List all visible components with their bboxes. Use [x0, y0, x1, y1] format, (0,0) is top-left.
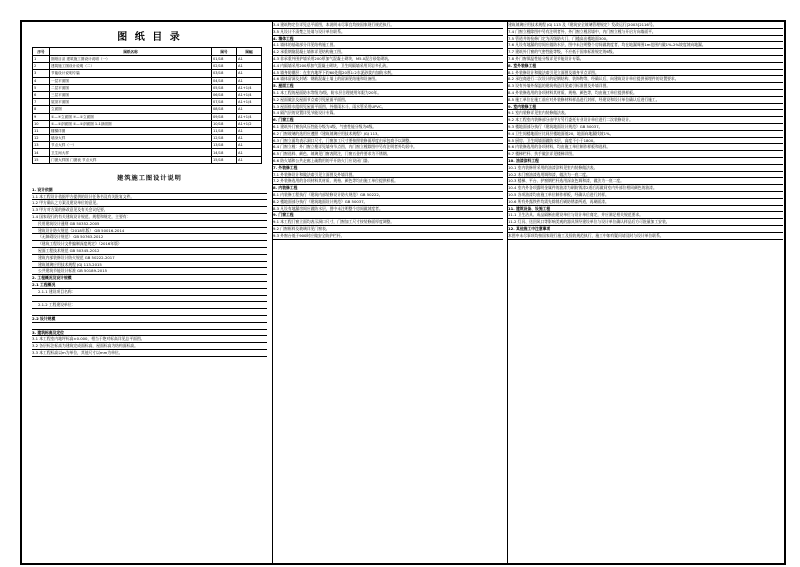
note-line: 8.1 外装修设计和做法索引见立面图及墙身节点详图。	[508, 70, 783, 77]
drawing-index-row	[33, 63, 262, 70]
index-sheet: 07/18	[212, 99, 237, 106]
note-line: 1.1 本工程设计依据甲方提供的设计任务书及有关批复文件。	[32, 194, 267, 201]
note-line: 11.2 灯具、送回风口等影响美观的器具须经建设单位与设计单位确认样品后方可批量加工安装。	[508, 219, 783, 226]
index-sheet: 04/18	[212, 77, 237, 84]
drawing-index-row	[33, 84, 262, 91]
design-notes-title: 建筑施工图设计说明	[117, 174, 182, 182]
note-line: 9.7 楼梯栏杆、扶手做法详见楼梯详图。	[508, 151, 783, 158]
note-line: 4.6 墙体留洞及封堵：钢筋混凝土墙上的留洞见结施和设备图。	[273, 76, 503, 83]
index-no: 1	[33, 56, 50, 63]
drawing-index-row	[33, 120, 262, 127]
note-line: 6.1 建筑外门窗抗风压性能分级为4级，气密性能分级为6级。	[273, 124, 503, 131]
section-heading: 10. 油漆涂料工程	[508, 158, 783, 165]
drawing-index-row	[33, 56, 262, 63]
index-size: A1+1/4	[237, 113, 262, 120]
note-line: 7.6 凡设有地漏的房间应做防水层，图中未注明整个房间做坡度者，均在地漏周围1m范围内做1%-2%坡度坡向地漏。	[508, 42, 783, 49]
note-line: 屋面工程技术规范 GB 50345-2012	[32, 248, 267, 255]
note-line: 8.2 承包商进行二次设计的轻钢结构、装饰物等，经确认后，向建筑设计单位提供预埋件的设置要求。	[508, 76, 783, 83]
section-heading: 6. 门窗工程	[273, 117, 503, 124]
note-line: 4.1 墙体的基础部分详见结构施工图。	[273, 42, 503, 49]
note-line: 11.1 卫生洁具、成品隔断由建设单位与设计单位商定，并应满足相关规范要求。	[508, 212, 783, 219]
note-line: 10.6 所有外露铁件均需先除锈后刷防锈漆两道，再刷面漆。	[508, 199, 783, 206]
blank-line	[32, 323, 267, 330]
index-sheet: 15/18	[212, 156, 237, 163]
index-no: 15	[33, 156, 50, 163]
index-no: 4	[33, 77, 50, 84]
note-line: 10.2 木门窗油漆选用调和漆，做法为一底二度。	[508, 172, 783, 179]
index-sheet: 08/18	[212, 106, 237, 113]
note-line: 6.4 门窗立樘：外门窗立樘详见墙身节点图，内门窗立樘除图中另有注明者外均居中。	[273, 144, 503, 151]
section-heading: 5. 屋面工程	[273, 83, 503, 90]
note-line: 1.3 甲方对方案的修改意见及有关会议纪要。	[32, 207, 267, 214]
index-sheet: 03/18	[212, 70, 237, 77]
note-line: 7.8 外门窗保温性能分级详见节能设计专篇。	[508, 56, 783, 63]
index-size: A1	[237, 127, 262, 134]
index-size: A1	[237, 135, 262, 142]
index-no: 12	[33, 135, 50, 142]
note-line: 6.5 门窗选料、颜色、玻璃见门窗表附注，门窗五金件要求为不锈钢。	[273, 151, 503, 158]
drawing-index-row	[33, 99, 262, 106]
index-header-size: 图幅	[237, 48, 262, 56]
index-name: ①—①剖面图 ①—①剖面图 1-1剖面图	[50, 120, 212, 127]
index-size: A1	[237, 77, 262, 84]
index-size: A1	[237, 149, 262, 156]
note-line: 本图中未尽事项均按国家现行施工及验收规范执行，施工中如有疑问请及时与设计单位联系。	[508, 233, 783, 240]
drawing-index-row	[33, 77, 262, 84]
drawing-index-row	[33, 135, 262, 142]
note-line: 8.4 外装修选用的各项材料其材质、规格、颜色等，均由施工单位提供样板。	[508, 90, 783, 97]
note-line: 公共建筑节能设计标准 GB 50189-2015	[32, 268, 267, 275]
index-no: 9	[33, 113, 50, 120]
note-line: 建筑设计防火规范（2018年版） GB 50016-2014	[32, 228, 267, 235]
drawing-index-row	[33, 91, 262, 98]
drawing-index-header-row	[33, 48, 262, 56]
note-line: 9.4 卫生间楼地面应比同层楼地面低20，地面向地漏找坡1%。	[508, 131, 783, 138]
index-sheet: 01/18	[212, 56, 237, 63]
note-line: 9.3 楼地面部分执行《建筑地面设计规范》GB 50037。	[508, 124, 783, 131]
section-heading: 11. 建筑设备、设施工程	[508, 206, 783, 213]
index-no: 2	[33, 63, 50, 70]
index-no: 10	[33, 120, 50, 127]
column-right	[507, 22, 783, 563]
drawing-index-row	[33, 127, 262, 134]
drawing-sheet	[20, 20, 786, 565]
note-line: 7.7 建筑外门窗的气密性能等级，不应低于国家标准规定的6级。	[508, 49, 783, 56]
note-line: 10.1 室内装修所采用的油漆涂料见室内装修做法表。	[508, 165, 783, 172]
section-heading: 8. 室外装修工程	[508, 63, 783, 70]
index-name: 墙身大样	[50, 135, 212, 142]
note-line: 4.2 承重钢筋混凝土墙体详见结构施工图。	[273, 49, 503, 56]
index-sheet: 05/18	[212, 84, 237, 91]
drawing-index-row	[33, 142, 262, 149]
section-heading: 8. 内装修工程	[273, 185, 503, 192]
index-name: 卫生间大样	[50, 149, 212, 156]
index-size: A1+1/4	[237, 91, 262, 98]
section-heading: 3. 建筑标高及定位	[32, 330, 267, 337]
note-line: 8.3 设有外墙外保温的建筑构造详见索引标准图及外墙详图。	[508, 83, 783, 90]
note-line: 3.5 凡设计不清楚之处请与设计单位联系。	[273, 29, 503, 36]
note-line: 7.2 外装修选用的各项材料其材质、规格、颜色等均由施工单位提供样板。	[273, 178, 503, 185]
index-sheet: 11/18	[212, 127, 237, 134]
index-sheet: 06/18	[212, 91, 237, 98]
section-heading: 1. 设计依据	[32, 187, 267, 194]
index-no: 5	[33, 84, 50, 91]
section-heading: 2.1 工程概况	[32, 282, 267, 289]
index-size: A1	[237, 156, 262, 163]
note-line: 9.2 本工程室内装修部分由甲方另行委托专业设计单位进行二次装修设计。	[508, 117, 783, 124]
note-line: 1.2 甲方确认之方案及建设单位的意见。	[32, 200, 267, 207]
design-notes-middle	[273, 22, 503, 240]
index-sheet: 13/18	[212, 142, 237, 149]
drawing-index-row	[33, 106, 262, 113]
note-line: 6.2 门窗玻璃的选用应遵照《建筑玻璃应用技术规程》JGJ 113。	[273, 131, 503, 138]
section-heading: 7. 外装修工程	[273, 165, 503, 172]
note-line: 3.1 本工程室内地坪标高±0.000，相当于绝对标高详见总平面图。	[32, 336, 267, 343]
note-line: 4.3 非承重外围护墙采用200厚加气混凝土砌块，M5.0混合砂浆砌筑。	[273, 56, 503, 63]
drawing-index-row	[33, 113, 262, 120]
note-line: 建筑玻璃应用技术规程 JGJ 113 及《建筑安全玻璃管理规定》发改运行[2003]2116号。	[508, 22, 783, 29]
index-name: 屋顶平面图	[50, 99, 212, 106]
index-no: 13	[33, 142, 50, 149]
index-sheet: 14/18	[212, 149, 237, 156]
blank-line	[32, 296, 267, 303]
index-size: A1+1/4	[237, 99, 262, 106]
note-line: 7.5 管道井的检修门定为丙级防火门，门槛高出楼地面300。	[508, 36, 783, 43]
index-header-sheet: 图号	[212, 48, 237, 56]
drawing-index-row	[33, 149, 262, 156]
note-line: 10.4 室内外各项露明金属件的油漆为刷防锈漆2道后再做同室内外部位相同颜色的油漆。	[508, 185, 783, 192]
note-line: 5.4 隔汽层的设置详见节能设计专篇。	[273, 110, 503, 117]
index-name: 楼梯详图	[50, 127, 212, 134]
note-line: 10.5 各项油漆均由施工单位制作样板，经确认后进行封样。	[508, 192, 783, 199]
section-heading: 9. 室内装修工程	[508, 104, 783, 111]
index-header-no: 序号	[33, 48, 50, 56]
note-line: 9.1 室内装修详见室内装修做法表。	[508, 110, 783, 117]
index-name: 立面图	[50, 106, 212, 113]
note-line: 9.6 内装修选用的各项材料，均由施工单位制作样板和选样。	[508, 144, 783, 151]
note-line: 7.4 门窗立樘除图中另有注明者外，外门窗立樘居墙中，内门窗立樘与开启方向墙面平。	[508, 29, 783, 36]
section-heading: 4. 墙体工程	[273, 36, 503, 43]
drawing-index-row	[33, 156, 262, 163]
note-line: 民用建筑设计通则 GB 50352-2005	[32, 221, 267, 228]
note-line: 6.3 门窗立面均表示洞口尺寸，门窗加工尺寸要按照装修面厚度由承包商予以调整。	[273, 138, 503, 145]
index-no: 14	[33, 149, 50, 156]
index-size: A1	[237, 106, 262, 113]
index-no: 7	[33, 99, 50, 106]
index-size: A1	[237, 56, 262, 63]
index-size: A1	[237, 63, 262, 70]
note-line: 建筑玻璃应用技术规程 JGJ 113-2015	[32, 262, 267, 269]
note-line: 9.3 外窗台低于900时应做安全防护栏杆。	[273, 233, 503, 240]
section-heading: 2.2 设计规模	[32, 316, 267, 323]
note-line: 《建筑工程设计文件编制深度规定》（2016年版）	[32, 241, 267, 248]
note-line: 建筑内部装修设计防火规范 GB 50222-2017	[32, 255, 267, 262]
note-line: 8.2 楼地面部分执行《建筑地面设计规范》GB 50037。	[273, 199, 503, 206]
note-line: 2.1.1 建设项目名称：	[32, 289, 267, 296]
drawing-index-body	[33, 56, 262, 164]
index-sheet: 12/18	[212, 135, 237, 142]
note-line: 10.3 楼梯、平台、护窗钢栏杆选用深灰色调和漆，做法为一底二度。	[508, 178, 783, 185]
index-name: 建筑施工图设计说明（二）	[50, 63, 212, 70]
index-no: 11	[33, 127, 50, 134]
drawing-index-table	[32, 47, 262, 164]
section-heading: 12. 其他施工中注意事项	[508, 226, 783, 233]
column-left	[32, 22, 267, 563]
index-size: A1	[237, 70, 262, 77]
note-line: 6.6 防火墙和公共走廊上疏散用的平开防火门应设闭门器。	[273, 158, 503, 165]
note-line: 2.1.2 工程建设单位：	[32, 302, 267, 309]
note-line: 8.1 内装修工程执行《建筑内部装修设计防火规范》GB 50222。	[273, 192, 503, 199]
index-no: 6	[33, 91, 50, 98]
section-heading: 2. 工程概况及设计规模	[32, 275, 267, 282]
index-sheet: 02/18	[212, 63, 237, 70]
index-name: 二层平面图	[50, 84, 212, 91]
note-line: 5.2 屋面做法及屋面节点索引见屋面平面图。	[273, 97, 503, 104]
note-line: 9.2 门窗框料及玻璃详见门窗表。	[273, 226, 503, 233]
column-middle	[272, 22, 503, 563]
index-name: 三层平面图	[50, 91, 212, 98]
note-line: 4.4 内隔墙采用200厚加气混凝土砌块，卫生间隔墙采用页岩多孔砖。	[273, 63, 503, 70]
note-line: 5.1 本工程的屋面防水等级为Ⅰ级，防水层合理使用年限为20年。	[273, 90, 503, 97]
note-line: 8.3 凡设有地漏房间应做防水层，图中未注明整个房间做坡度者。	[273, 206, 503, 213]
note-line: 3.4 建筑物定位详见总平面图，本说明未尽事宜均按国家现行规范执行。	[273, 22, 503, 29]
note-line: 8.5 施工单位在施工前应对外装修材料样品进行封样，经建设和设计单位确认后进行施工。	[508, 97, 783, 104]
index-sheet: 09/18	[212, 113, 237, 120]
index-name: 图纸目录 建筑施工图设计说明（一）	[50, 56, 212, 63]
note-line: 3.2 各层标注标高为建筑完成面标高，屋面标高为结构面标高。	[32, 343, 267, 350]
drawing-index-row	[33, 70, 262, 77]
index-name: 节点大样（一）	[50, 142, 212, 149]
design-notes-right	[508, 22, 783, 240]
index-no: 3	[33, 70, 50, 77]
index-header-name: 图纸名称	[50, 48, 212, 56]
index-name: 节能设计说明专篇	[50, 70, 212, 77]
note-line: 9.5 厨房、卫生间墙面做防水层，高度不小于1800。	[508, 138, 783, 145]
note-line: 3.3 本工程标高以m为单位，其他尺寸以mm为单位。	[32, 350, 267, 357]
note-line: 9.1 本工程门窗立面均表示洞口尺寸，门窗加工尺寸按装修面厚度调整。	[273, 219, 503, 226]
index-name: 一层平面图	[50, 77, 212, 84]
index-name: ①—⑦立面图 ⑦—①立面图	[50, 113, 212, 120]
section-heading: 9. 门窗工程	[273, 212, 503, 219]
index-name: 门窗大样图 门窗表 节点大样	[50, 156, 212, 163]
index-size: A1+1/4	[237, 84, 262, 91]
note-line: 7.1 外装修设计和做法索引见立面图及外墙详图。	[273, 172, 503, 179]
index-size: A1+1/2	[237, 120, 262, 127]
note-line: 1.4 国家现行的有关建筑设计规范、规程和规定，主要有：	[32, 214, 267, 221]
note-line: 4.5 墙身防潮层：在室内地坪下约60处做20厚1:2水泥砂浆内加防水剂。	[273, 70, 503, 77]
note-line: 《无障碍设计规范》 GB 50763-2012	[32, 234, 267, 241]
index-size: A1	[237, 142, 262, 149]
design-notes-left	[32, 187, 267, 357]
blank-line	[32, 309, 267, 316]
index-sheet: 10/18	[212, 120, 237, 127]
index-no: 8	[33, 106, 50, 113]
note-line: 5.3 屋面排水组织见屋面平面图，外排雨水斗、雨水管采用UPVC。	[273, 104, 503, 111]
drawing-index-title: 图 纸 目 录	[117, 32, 182, 43]
